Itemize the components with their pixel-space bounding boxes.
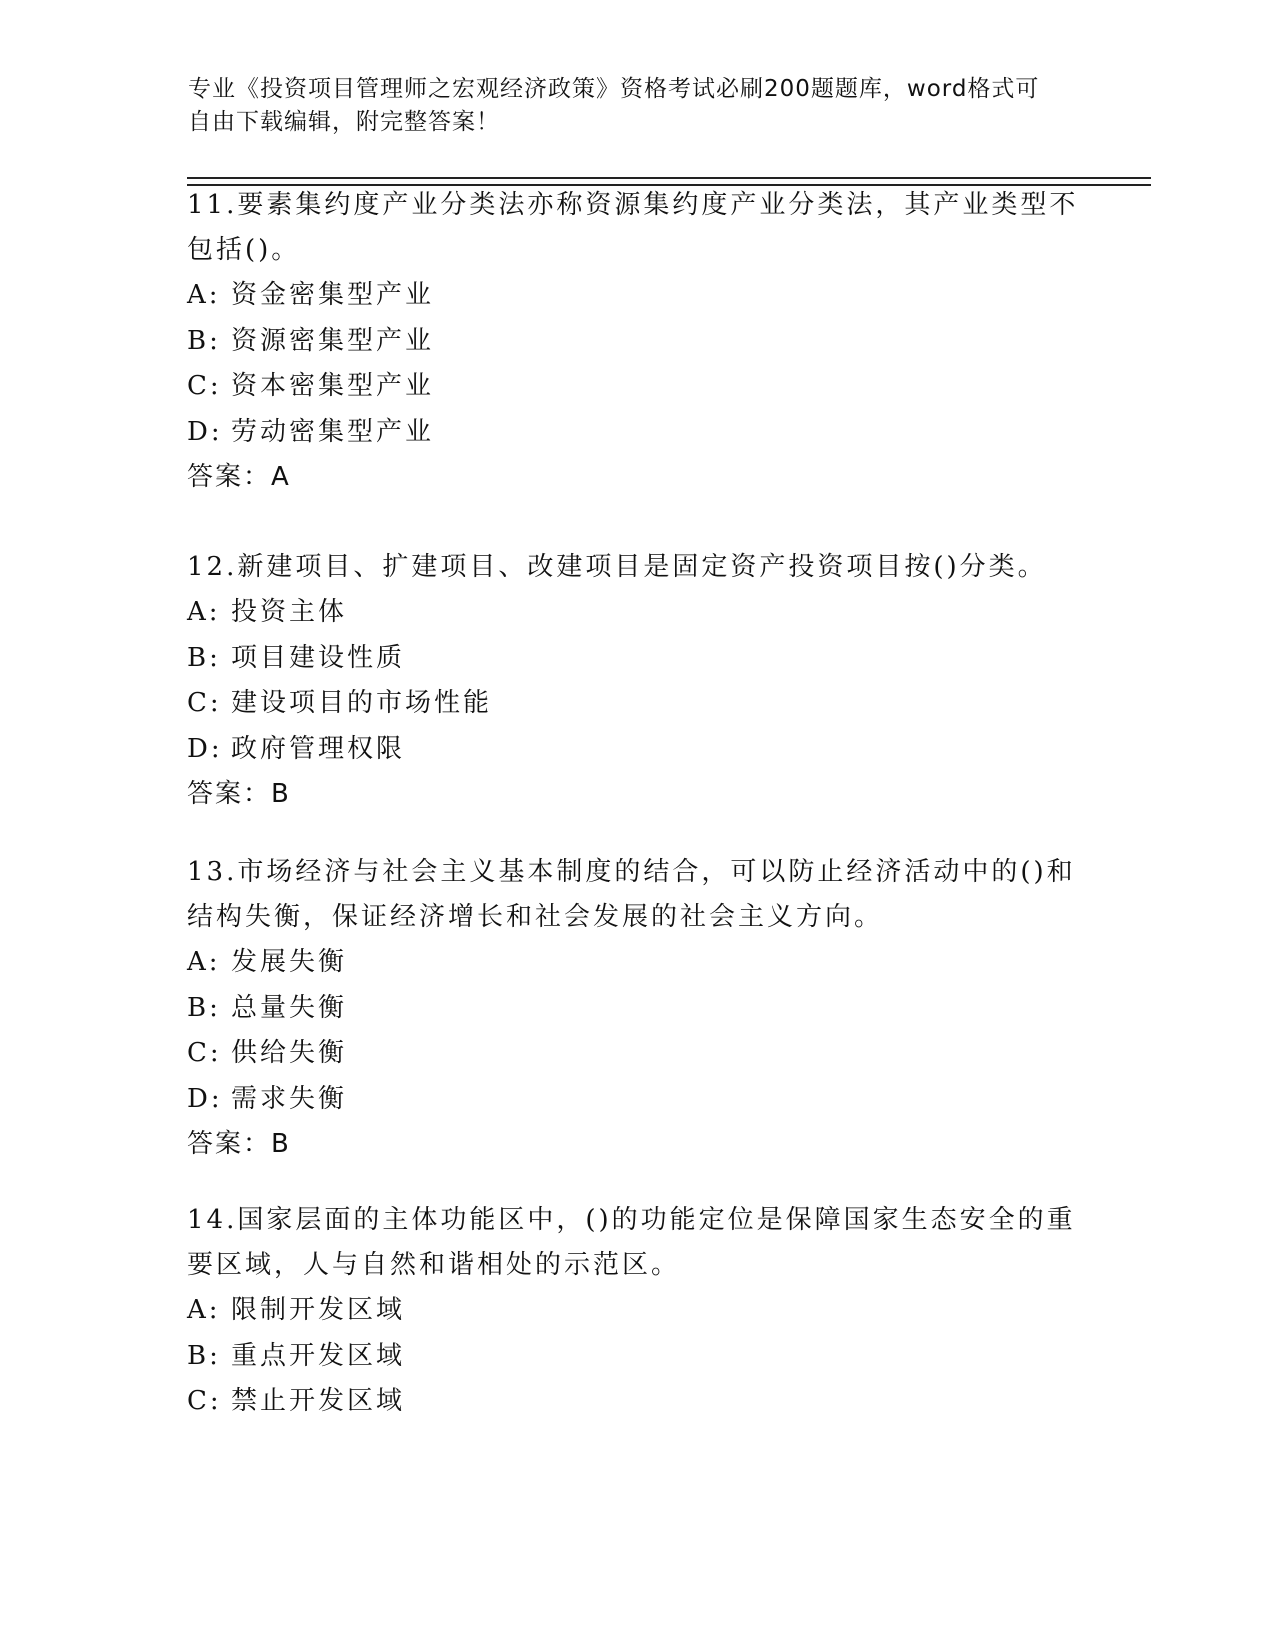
question-11 bbox=[187, 183, 1087, 500]
header-line-2: 自由下载编辑，附完整答案！ bbox=[188, 109, 500, 135]
option-letter: C: bbox=[187, 1386, 222, 1416]
question-13 bbox=[187, 850, 1087, 1167]
option-text: 政府管理权限 bbox=[231, 733, 406, 764]
option-text: 劳动密集型产业 bbox=[231, 416, 435, 447]
option-text: 资本密集型产业 bbox=[231, 371, 435, 401]
option-letter: A: bbox=[187, 947, 221, 977]
question-text: 13.市场经济与社会主义基本制度的结合，可以防止经济活动中的()和结构失衡，保证经济增长和社会发展的社会主义方向。 bbox=[187, 857, 1076, 932]
option-text: 重点开发区域 bbox=[231, 1340, 406, 1371]
option-d bbox=[187, 1077, 1087, 1123]
document-header bbox=[188, 73, 1088, 139]
question-text: 12.新建项目、扩建项目、改建项目是固定资产投资项目按()分类。 bbox=[187, 552, 1047, 582]
option-a bbox=[187, 590, 1087, 636]
option-letter: A: bbox=[187, 597, 221, 627]
option-letter: C: bbox=[187, 688, 222, 718]
question-text: 14.国家层面的主体功能区中，()的功能定位是保障国家生态安全的重要区域，人与自然和谐相处的示范区。 bbox=[187, 1205, 1076, 1280]
option-letter: B: bbox=[187, 992, 221, 1023]
question-14 bbox=[187, 1198, 1087, 1425]
option-b bbox=[187, 986, 1087, 1032]
question-text: 11.要素集约度产业分类法亦称资源集约度产业分类法，其产业类型不包括()。 bbox=[187, 190, 1079, 265]
answer-line: 答案：B bbox=[187, 779, 291, 809]
option-letter: B: bbox=[187, 642, 221, 673]
option-b bbox=[187, 636, 1087, 682]
option-letter: D: bbox=[187, 733, 223, 764]
option-b bbox=[187, 319, 1087, 365]
option-a bbox=[187, 940, 1087, 986]
option-c bbox=[187, 1379, 1087, 1425]
option-text: 资金密集型产业 bbox=[231, 280, 435, 310]
option-b bbox=[187, 1334, 1087, 1380]
option-c bbox=[187, 1031, 1087, 1077]
option-letter: C: bbox=[187, 371, 222, 401]
option-letter: B: bbox=[187, 1340, 221, 1371]
option-text: 总量失衡 bbox=[231, 992, 348, 1023]
option-text: 投资主体 bbox=[231, 597, 348, 627]
option-letter: B: bbox=[187, 325, 221, 356]
option-text: 建设项目的市场性能 bbox=[231, 688, 493, 718]
option-text: 供给失衡 bbox=[231, 1038, 348, 1068]
option-letter: A: bbox=[187, 280, 221, 310]
option-text: 禁止开发区域 bbox=[231, 1386, 406, 1416]
option-a bbox=[187, 273, 1087, 319]
option-letter: D: bbox=[187, 1083, 223, 1114]
question-12 bbox=[187, 545, 1087, 817]
option-text: 限制开发区域 bbox=[231, 1295, 406, 1325]
option-text: 项目建设性质 bbox=[231, 642, 406, 673]
answer-line: 答案：A bbox=[187, 462, 291, 492]
option-a bbox=[187, 1288, 1087, 1334]
option-text: 资源密集型产业 bbox=[231, 325, 435, 356]
option-letter: C: bbox=[187, 1038, 222, 1068]
option-c bbox=[187, 681, 1087, 727]
option-text: 发展失衡 bbox=[231, 947, 348, 977]
option-text: 需求失衡 bbox=[231, 1083, 348, 1114]
option-letter: D: bbox=[187, 416, 223, 447]
header-line-1: 专业《投资项目管理师之宏观经济政策》资格考试必刷200题题库，word格式可 bbox=[188, 76, 1040, 102]
option-letter: A: bbox=[187, 1295, 221, 1325]
header-divider-top bbox=[187, 177, 1151, 179]
option-d bbox=[187, 410, 1087, 456]
option-c bbox=[187, 364, 1087, 410]
option-d bbox=[187, 727, 1087, 773]
answer-line: 答案：B bbox=[187, 1129, 291, 1159]
